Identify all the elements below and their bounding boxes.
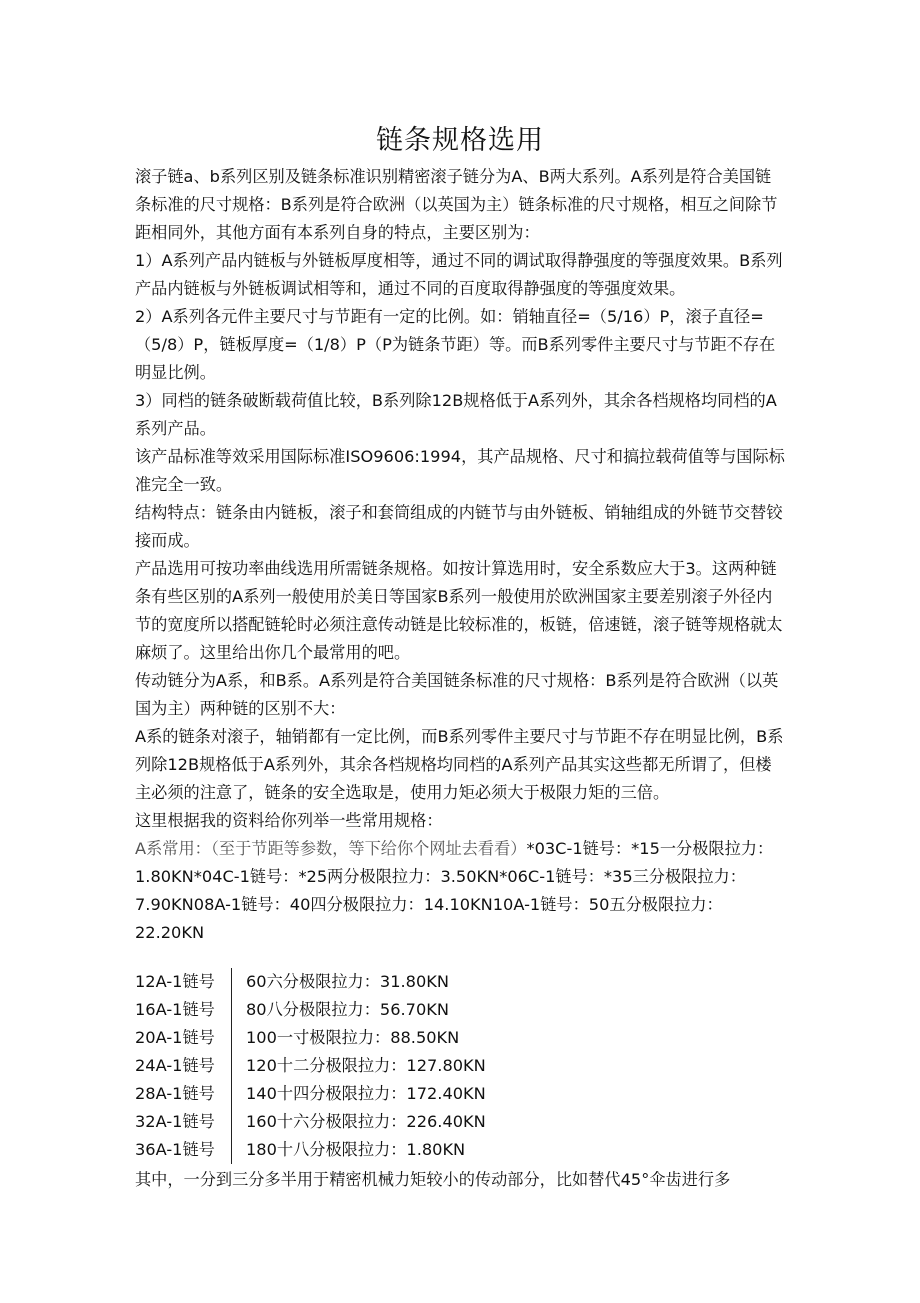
table-row — [135, 1108, 785, 1136]
column-divider — [231, 1136, 232, 1164]
column-divider — [231, 1108, 232, 1136]
paragraph: 传动链分为A系，和B系。A系列是符合美国链条标准的尺寸规格：B系列是符合欧洲（以英国为主）两种链的区别不大： — [135, 671, 779, 718]
table-row — [135, 968, 785, 996]
spec-table — [135, 968, 785, 1164]
paragraph: A系的链条对滚子，轴销都有一定比例，而B系列零件主要尺寸与节距不存在明显比例，B系列除12B规格低于A系列外，其余各档规格均同档的A系列产品其实这些都无所谓了，但楼主必须的注意了，链条的安全选取是，使用力矩必须大于极限力矩的三倍。 — [135, 727, 784, 802]
paragraph: 1）A系列产品内链板与外链板厚度相等，通过不同的调试取得静强度的等强度效果。B系列产品内链板与外链板调试相等和，通过不同的百度取得静强度的等强度效果。 — [135, 251, 783, 298]
spec-value: 60六分极限拉力：31.80KN — [246, 972, 449, 991]
spec-code: 36A-1链号 — [135, 1140, 215, 1159]
spec-code: 28A-1链号 — [135, 1084, 215, 1103]
spec-value: 80八分极限拉力：56.70KN — [246, 1000, 449, 1019]
spec-code: 20A-1链号 — [135, 1028, 215, 1047]
paragraph: 该产品标准等效采用国际标准ISO9606:1994，其产品规格、尺寸和搞拉载荷值等与国际标准完全一致。 — [135, 447, 785, 494]
page-title: 链条规格选用 — [376, 125, 544, 156]
paragraph: 这里根据我的资料给你列举一些常用规格： — [135, 811, 443, 830]
table-row — [135, 1052, 785, 1080]
spec-value: 160十六分极限拉力：226.40KN — [246, 1112, 486, 1131]
a-common-note: （至于节距等参数，等下给你个网址去看看） — [210, 839, 527, 858]
table-row — [135, 1136, 785, 1164]
paragraph: 2）A系列各元件主要尺寸与节距有一定的比例。如：销轴直径=（5/16）P，滚子直径=（5/8）P，链板厚度=（1/8）P（P为链条节距）等。而B系列零件主要尺寸与节距不存在明显比例。 — [135, 307, 776, 382]
body-text — [135, 163, 785, 947]
spec-value: 180十八分极限拉力：1.80KN — [246, 1140, 466, 1159]
a-common-rest: *03C-1链号：*15一分极限拉力：1.80KN*04C-1链号：*25两分极限拉力：3.50KN*06C-1链号：*35三分极限拉力：7.90KN08A-1链号：40四分极限拉力：14.10KN10A-1链号：50五分极限拉力：22.20KN — [135, 839, 774, 942]
trailing-paragraph: 其中，一分到三分多半用于精密机械力矩较小的传动部分，比如替代45°伞齿进行多 — [135, 1170, 731, 1189]
spec-value: 100一寸极限拉力：88.50KN — [246, 1028, 460, 1047]
table-row — [135, 996, 785, 1024]
table-row — [135, 1024, 785, 1052]
a-common-prefix: A系常用： — [135, 839, 211, 858]
paragraph: 滚子链a、b系列区别及链条标准识别精密滚子链分为A、B两大系列。A系列是符合美国链条标准的尺寸规格：B系列是符合欧洲（以英国为主）链条标准的尺寸规格，相互之间除节距相同外，其他方面有本系列自身的特点，主要区别为： — [135, 167, 778, 242]
table-row — [135, 1080, 785, 1108]
paragraph: 3）同档的链条破断载荷值比较，B系列除12B规格低于A系列外，其余各档规格均同档的A系列产品。 — [135, 391, 777, 438]
a-common-paragraph — [135, 835, 785, 947]
spec-code: 16A-1链号 — [135, 1000, 215, 1019]
spec-code: 12A-1链号 — [135, 972, 215, 991]
column-divider — [231, 996, 232, 1024]
spec-value: 140十四分极限拉力：172.40KN — [246, 1084, 486, 1103]
column-divider — [231, 1024, 232, 1052]
column-divider — [231, 1080, 232, 1108]
spec-value: 120十二分极限拉力：127.80KN — [246, 1056, 486, 1075]
paragraph: 结构特点：链条由内链板，滚子和套筒组成的内链节与由外链板、销轴组成的外链节交替铰接而成。 — [135, 503, 783, 550]
column-divider — [231, 1052, 232, 1080]
spec-code: 32A-1链号 — [135, 1112, 215, 1131]
paragraph: 产品选用可按功率曲线选用所需链条规格。如按计算选用时，安全系数应大于3。这两种链条有些区别的A系列一般使用於美日等国家B系列一般使用於欧洲国家主要差别滚子外径内节的宽度所以搭配链轮时必须注意传动链是比较标准的，板链，倍速链，滚子链等规格就太麻烦了。这里给出你几个最常用的吧。 — [135, 559, 783, 662]
spec-code: 24A-1链号 — [135, 1056, 215, 1075]
column-divider — [231, 968, 232, 996]
